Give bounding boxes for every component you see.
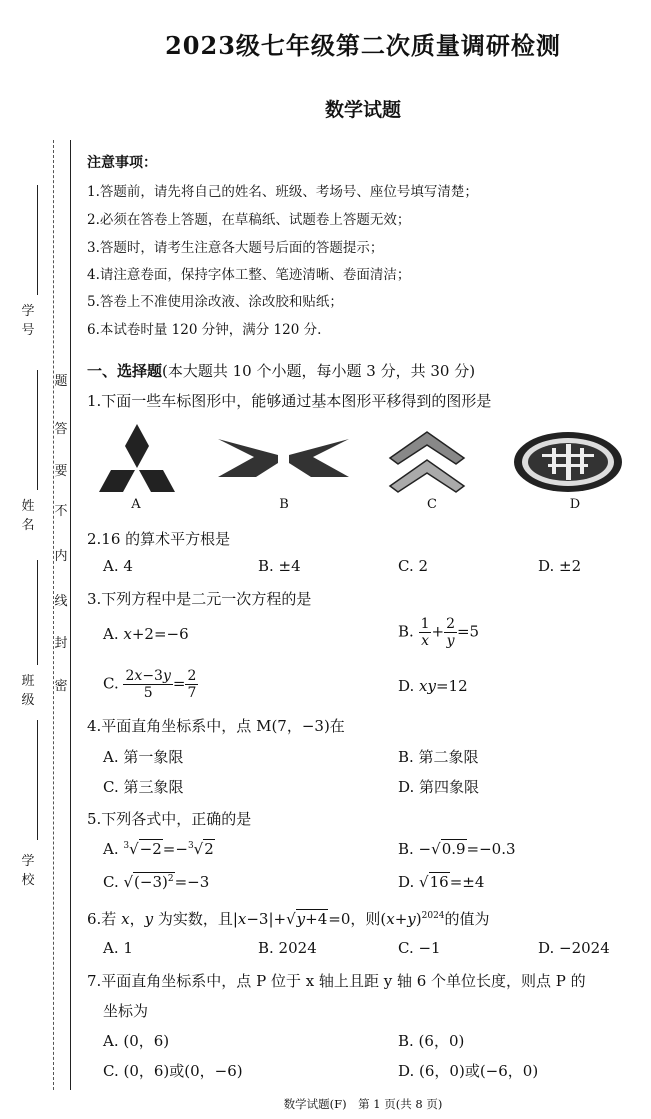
q1-label-b: B <box>279 497 289 512</box>
field-name: 姓 名 <box>21 499 35 533</box>
question-6-stem: 6.若 x，y 为实数，且|x−3|+√y+4=0，则$(x+y)^{2024}$的值为 <box>87 910 490 928</box>
field-student-id: 学 号 <box>21 304 35 338</box>
section-heading <box>87 360 475 381</box>
question-7-stem-cont: 坐标为 <box>103 1002 149 1020</box>
q4-option-a[interactable]: A. 第一象限 <box>103 748 184 766</box>
margin-solid-line <box>70 140 71 1090</box>
q2-option-b[interactable]: B. ±4 <box>258 557 301 575</box>
note-item: 6.本试卷时量 120 分钟，满分 120 分. <box>87 322 322 338</box>
q3-option-b[interactable]: B. $\frac{1}{x}$ + $\frac{2}{y}$ =5 <box>398 616 480 649</box>
section-label: 一、选择题 <box>87 362 163 380</box>
field-school: 学 校 <box>21 854 35 888</box>
logo-oval-emblem <box>512 430 624 494</box>
q5-option-d[interactable]: D. √16=±4 <box>398 873 485 891</box>
name-blank[interactable] <box>37 370 38 490</box>
exam-title: 2023级七年级第二次质量调研检测 <box>165 31 561 60</box>
field-class: 班 级 <box>21 674 35 708</box>
seal-char: 题 <box>54 374 68 389</box>
q5-option-a[interactable]: A. $^3$√−2=−$^3$√2 <box>103 840 214 858</box>
seal-char: 要 <box>54 464 68 479</box>
q2-option-c[interactable]: C. 2 <box>398 557 429 575</box>
q6-option-b[interactable]: B. 2024 <box>258 939 317 957</box>
q3-option-c[interactable]: C. $\frac{2x-3y}{5}$ = $\frac{2}{7}$ <box>103 668 197 701</box>
note-item: 4.请注意卷面，保持字体工整、笔迹清晰、卷面清洁； <box>87 267 411 283</box>
seal-char: 内 <box>54 549 68 564</box>
student-id-blank[interactable] <box>37 185 38 295</box>
q3-option-d[interactable]: D. xy=12 <box>398 677 468 695</box>
notes-heading: 注意事项： <box>87 155 157 171</box>
q4-option-b[interactable]: B. 第二象限 <box>398 748 479 766</box>
section-desc: (本大题共 10 个小题，每小题 3 分，共 30 分) <box>162 362 476 380</box>
q6-option-a[interactable]: A. 1 <box>103 939 133 957</box>
q7-option-b[interactable]: B. (6，0) <box>398 1032 465 1050</box>
seal-char: 答 <box>54 422 68 437</box>
seal-char: 封 <box>54 636 68 651</box>
exam-subject: 数学试题 <box>324 99 401 121</box>
q6-option-c[interactable]: C. −1 <box>398 939 441 957</box>
seal-char: 不 <box>54 504 68 519</box>
question-5-stem: 5.下列各式中，正确的是 <box>87 810 252 828</box>
logo-wings <box>216 435 351 480</box>
q7-option-c[interactable]: C. (0，6)或(0，−6) <box>103 1062 243 1080</box>
note-item: 3.答题时，请考生注意各大题号后面的答题提示； <box>87 240 384 256</box>
q1-label-a: A <box>131 497 141 512</box>
q5-option-b[interactable]: B. −√0.9=−0.3 <box>398 840 516 858</box>
q7-option-d[interactable]: D. (6，0)或(−6，0) <box>398 1062 539 1080</box>
q6-option-d[interactable]: D. −2024 <box>538 939 610 957</box>
seal-char: 线 <box>54 594 68 609</box>
page-footer: 数学试题(F) 第 1 页(共 8 页) <box>283 1097 443 1111</box>
question-2-stem: 2.16 的算术平方根是 <box>87 530 231 548</box>
school-blank[interactable] <box>37 720 38 840</box>
note-item: 5.答卷上不准使用涂改液、涂改胶和贴纸； <box>87 294 343 310</box>
logo-three-diamonds <box>95 422 180 494</box>
q1-label-d: D <box>569 497 581 512</box>
class-blank[interactable] <box>37 560 38 665</box>
note-item: 2.必须在答卷上答题，在草稿纸、试题卷上答题无效； <box>87 212 411 228</box>
q4-option-c[interactable]: C. 第三象限 <box>103 778 184 796</box>
question-1-stem: 1.下面一些车标图形中，能够通过基本图形平移得到的图形是 <box>87 392 492 410</box>
seal-char: 密 <box>54 679 68 694</box>
logo-double-chevron <box>386 428 468 498</box>
seal-dashed-line <box>53 140 54 1090</box>
q1-label-c: C <box>427 497 437 512</box>
q2-option-a[interactable]: A. 4 <box>103 557 133 575</box>
note-item: 1.答题前，请先将自己的姓名、班级、考场号、座位号填写清楚； <box>87 184 478 200</box>
q5-option-c[interactable]: C. $√(-3)^2=-3$ <box>103 873 210 891</box>
question-4-stem: 4.平面直角坐标系中，点 M(7，−3)在 <box>87 717 345 735</box>
q7-option-a[interactable]: A. (0，6) <box>103 1032 170 1050</box>
q2-option-d[interactable]: D. ±2 <box>538 557 582 575</box>
q4-option-d[interactable]: D. 第四象限 <box>398 778 480 796</box>
question-7-stem: 7.平面直角坐标系中，点 P 位于 x 轴上且距 y 轴 6 个单位长度，则点 P 的 <box>87 972 586 990</box>
question-3-stem: 3.下列方程中是二元一次方程的是 <box>87 590 312 608</box>
q3-option-a[interactable]: A. x+2=−6 <box>103 625 189 643</box>
